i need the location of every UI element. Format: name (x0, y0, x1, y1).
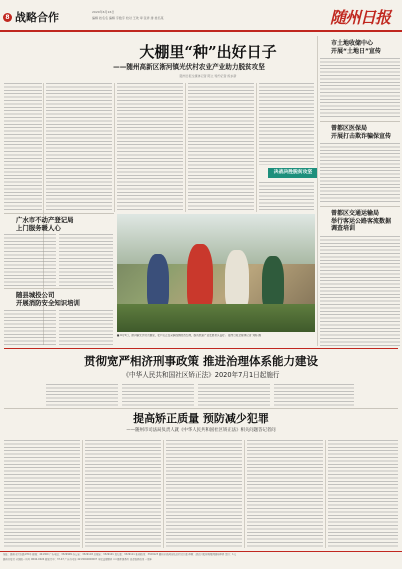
left-brief-2-body-b (59, 310, 113, 346)
masthead: 随州日报 (330, 8, 391, 27)
bottom-body-col-1 (4, 440, 80, 548)
bottom-headline: 提高矫正质量 预防减少犯罪 (133, 412, 269, 425)
lead-byline: 随州日报全媒体记者 陈立 特约记者 熊永新 (179, 74, 237, 78)
brief-rule (4, 213, 114, 214)
right-brief-2-title: 曾都区医保局 开展打击欺诈骗保宣传 (331, 125, 392, 140)
campaign-banner: 决战决胜脱贫攻坚 (268, 168, 318, 178)
right-column-divider (317, 36, 318, 346)
right-brief-3-body (320, 236, 400, 346)
column-divider (114, 83, 115, 212)
photo-caption: ■ 6月5日，淅河镇光伏村大棚里，农户们正在采摘成熟的西红柿，脱贫致富产业发展势头良好。 随州日报全媒体记者 刘杨 摄 (117, 334, 261, 337)
date-line: 2020年6月16日 (92, 10, 115, 14)
column-divider (185, 83, 186, 212)
right-brief-3-title: 曾都区交通运输局 举行客运公路客流数据 调查培训 (331, 210, 392, 232)
footer-line-2: 随州日报社 全国统一刊号 CN42-0024 邮发代号：37-47 广告许可证 4213004000007 本报法律顾问 ××律师事务所 读者服务热线 一周年 (3, 558, 153, 561)
editor-line: 编辑 姓名名 编辑 字数字 校对 王欢 审 张祥 排 姓名某 (92, 16, 164, 20)
lead-body-col-2 (117, 83, 183, 212)
mid-section-rule (4, 348, 398, 349)
mid-body-col-4 (274, 384, 354, 406)
left-brief-1-title: 广水市不动产登记局 上门服务暖人心 (16, 216, 74, 232)
bottom-subhead: ——随州市司法局负责人就《中华人民共和国社区矫正法》相关问题答记者问 (126, 428, 276, 433)
column-divider (325, 440, 326, 548)
right-brief-1-body (320, 58, 400, 118)
mid-headline: 贯彻宽严相济刑事政策 推进治理体系能力建设 (83, 354, 318, 368)
brief-rule (320, 121, 400, 122)
bottom-section-rule (4, 408, 398, 409)
header-rule (0, 30, 402, 32)
left-brief-2-title: 随县城投公司 开展消防安全知识培训 (16, 291, 80, 307)
bottom-body-col-2 (85, 440, 161, 548)
footer-rule (0, 551, 402, 552)
mid-subhead: 《中华人民共和国社区矫正法》2020年7月1日起施行 (122, 371, 280, 379)
left-brief-2-body-a (4, 310, 56, 346)
brief-rule (4, 288, 114, 289)
left-brief-1-body-a (4, 234, 56, 286)
mid-body-col-2 (122, 384, 194, 406)
mid-body-col-3 (198, 384, 270, 406)
lead-body-col-4b (259, 182, 314, 212)
footer-line-1: 地址：随州市汉东路135号 邮编：441300 广告电话：3329999 办公室：3329118 总编室：3329101 发行部：3329111 新闻热线：3329123 随州市新闻出版总社设计部 印刷：湖北日报传媒集团随州印务 定价：1元 (3, 553, 237, 556)
page-header (0, 0, 402, 34)
left-body-top (4, 83, 42, 212)
right-brief-2-body (320, 143, 400, 203)
person-figure (225, 250, 249, 312)
lead-body-col-3 (188, 83, 254, 212)
mid-body-col-1 (46, 384, 118, 406)
column-divider (244, 440, 245, 548)
brief-rule (320, 206, 400, 207)
lead-photo (117, 214, 315, 332)
left-brief-1-body-b (59, 234, 113, 286)
right-brief-1-title: 市土地收储中心 开展“土地日”宣传 (331, 40, 381, 55)
page-number-badge: 8 (3, 13, 12, 22)
section-title: 战略合作 (15, 11, 59, 24)
column-divider (82, 440, 83, 548)
column-divider (256, 83, 257, 212)
lead-subhead: ——随州高新区淅河镇光伏村农业产业助力脱贫攻坚 (113, 63, 265, 71)
bottom-body-col-4 (247, 440, 323, 548)
crop-foreground (117, 304, 315, 332)
bottom-body-col-5 (328, 440, 398, 548)
lead-body-col-4 (259, 83, 314, 165)
lead-headline: 大棚里“种”出好日子 (139, 43, 277, 61)
lead-body-col-1 (46, 83, 112, 212)
bottom-body-col-3 (166, 440, 242, 548)
greenhouse-background (117, 214, 315, 264)
column-divider (163, 440, 164, 548)
